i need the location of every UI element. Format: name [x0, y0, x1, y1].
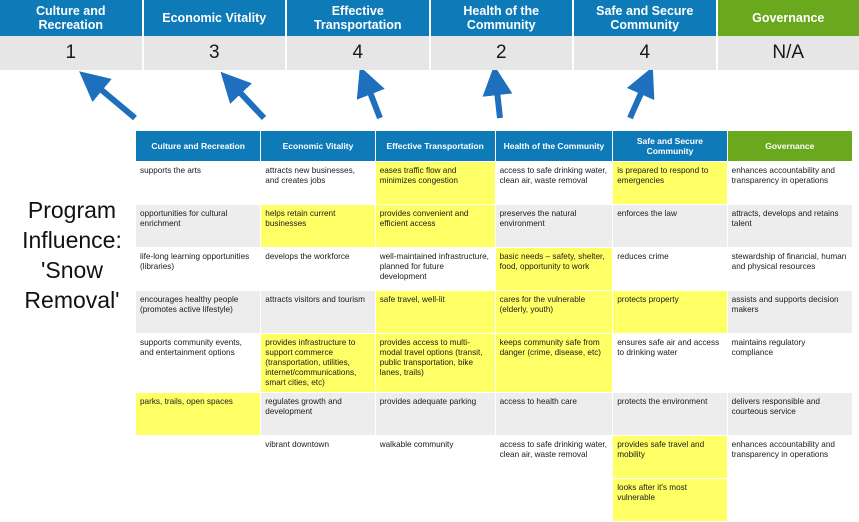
table-row: [136, 162, 853, 205]
matrix-header-culture-and-recreation: Culture and Recreation: [136, 131, 261, 162]
matrix-cell: vibrant downtown: [261, 436, 375, 479]
caption-line-4: Removal': [8, 285, 136, 315]
matrix-cell: enhances accountability and transparency in operations: [727, 162, 852, 205]
table-row: [136, 291, 853, 334]
matrix-cell: supports community events, and entertainment options: [136, 334, 261, 393]
matrix-cell: assists and supports decision makers: [727, 291, 852, 334]
table-row: [136, 205, 853, 248]
matrix-cell: access to health care: [495, 393, 613, 436]
table-row: [136, 479, 853, 522]
matrix-cell: well-maintained infrastructure, planned for future development: [375, 248, 495, 291]
matrix-cell: [495, 479, 613, 522]
matrix-cell: provides infrastructure to support commerce (transportation, utilities, internet/communications, smart cities, etc): [261, 334, 375, 393]
matrix-cell: access to safe drinking water, clean air, waste removal: [495, 162, 613, 205]
matrix-cell: is prepared to respond to emergencies: [613, 162, 727, 205]
summary-score-row: [0, 36, 859, 70]
matrix-cell: provides safe travel and mobility: [613, 436, 727, 479]
summary-header-economic-vitality: Economic Vitality: [144, 0, 288, 36]
matrix-cell: [727, 479, 852, 522]
matrix-cell: cares for the vulnerable (elderly, youth): [495, 291, 613, 334]
matrix-cell: protects property: [613, 291, 727, 334]
score-safe-and-secure-community: 4: [574, 36, 718, 70]
summary-header-governance: Governance: [718, 0, 859, 36]
matrix-body: [136, 162, 853, 522]
matrix-cell: provides access to multi-modal travel options (transit, public transportation, bike lanes, trails): [375, 334, 495, 393]
matrix-cell: access to safe drinking water, clean air, waste removal: [495, 436, 613, 479]
matrix-cell: stewardship of financial, human and physical resources: [727, 248, 852, 291]
matrix-cell: walkable community: [375, 436, 495, 479]
matrix-header-safe-and-secure-community: Safe and Secure Community: [613, 131, 727, 162]
matrix-cell: attracts, develops and retains talent: [727, 205, 852, 248]
matrix-cell: develops the workforce: [261, 248, 375, 291]
score-culture-and-recreation: 1: [0, 36, 144, 70]
matrix-cell: enforces the law: [613, 205, 727, 248]
arrow-icon-effective-transportation: [366, 82, 380, 118]
matrix-cell: [136, 436, 261, 479]
score-health-of-the-community: 2: [431, 36, 575, 70]
table-row: [136, 248, 853, 291]
table-row: [136, 436, 853, 479]
caption-line-2: Influence:: [8, 225, 136, 255]
matrix-cell: reduces crime: [613, 248, 727, 291]
matrix-header-governance: Governance: [727, 131, 852, 162]
program-influence-caption: [8, 195, 136, 315]
table-row: [136, 393, 853, 436]
matrix-cell: enhances accountability and transparency in operations: [727, 436, 852, 479]
matrix-cell: provides convenient and efficient access: [375, 205, 495, 248]
matrix-cell: supports the arts: [136, 162, 261, 205]
arrow-icon-culture-and-recreation: [92, 82, 135, 118]
arrow-icon-economic-vitality: [232, 84, 264, 118]
matrix-cell: [136, 479, 261, 522]
arrow-icon-health-of-the-community: [496, 82, 500, 118]
summary-header-row: [0, 0, 859, 36]
matrix-cell: life-long learning opportunities (libraries): [136, 248, 261, 291]
matrix-cell: keeps community safe from danger (crime, disease, etc): [495, 334, 613, 393]
matrix-cell: attracts visitors and tourism: [261, 291, 375, 334]
matrix-cell: parks, trails, open spaces: [136, 393, 261, 436]
matrix-header-effective-transportation: Effective Transportation: [375, 131, 495, 162]
scorecard-summary-band: [0, 0, 859, 70]
matrix-header-row: [136, 131, 853, 162]
matrix-cell: opportunities for cultural enrichment: [136, 205, 261, 248]
matrix-cell: [261, 479, 375, 522]
matrix-cell: looks after it's most vulnerable: [613, 479, 727, 522]
matrix-cell: preserves the natural environment: [495, 205, 613, 248]
arrow-icon-safe-and-secure-community: [630, 82, 646, 118]
table-row: [136, 334, 853, 393]
matrix-cell: eases traffic flow and minimizes congestion: [375, 162, 495, 205]
outcomes-matrix-table: [135, 130, 853, 522]
matrix-cell: basic needs – safety, shelter, food, opportunity to work: [495, 248, 613, 291]
summary-header-culture-and-recreation: Culture and Recreation: [0, 0, 144, 36]
matrix-cell: helps retain current businesses: [261, 205, 375, 248]
score-governance: N/A: [718, 36, 859, 70]
score-economic-vitality: 3: [144, 36, 288, 70]
caption-line-1: Program: [8, 195, 136, 225]
matrix-cell: maintains regulatory compliance: [727, 334, 852, 393]
matrix-cell: [375, 479, 495, 522]
matrix-cell: delivers responsible and courteous service: [727, 393, 852, 436]
matrix-cell: regulates growth and development: [261, 393, 375, 436]
caption-line-3: 'Snow: [8, 255, 136, 285]
matrix-header-health-of-the-community: Health of the Community: [495, 131, 613, 162]
matrix-cell: safe travel, well-lit: [375, 291, 495, 334]
score-effective-transportation: 4: [287, 36, 431, 70]
matrix-cell: attracts new businesses, and creates jobs: [261, 162, 375, 205]
matrix-header-economic-vitality: Economic Vitality: [261, 131, 375, 162]
matrix-cell: ensures safe air and access to drinking water: [613, 334, 727, 393]
arrow-connectors: [0, 70, 859, 132]
summary-header-effective-transportation: Effective Transportation: [287, 0, 431, 36]
matrix-cell: encourages healthy people (promotes active lifestyle): [136, 291, 261, 334]
summary-header-safe-and-secure-community: Safe and Secure Community: [574, 0, 718, 36]
summary-header-health-of-the-community: Health of the Community: [431, 0, 575, 36]
matrix-cell: provides adequate parking: [375, 393, 495, 436]
matrix-cell: protects the environment: [613, 393, 727, 436]
